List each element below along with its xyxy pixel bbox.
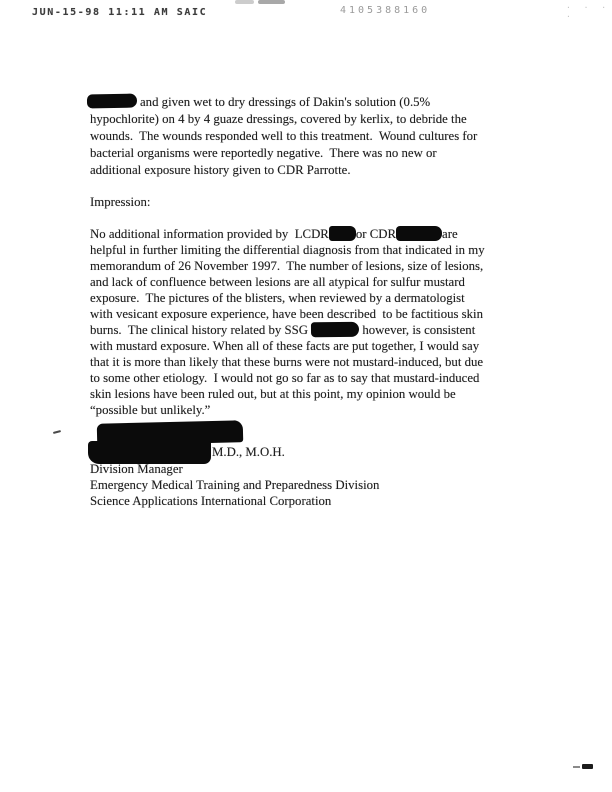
text-line <box>90 94 550 111</box>
body-paragraph-2 <box>90 226 550 418</box>
fax-header-timestamp: JUN-15-98 11:11 AM SAIC <box>32 7 208 18</box>
text-segment: and given wet to dry dressings of Dakin's solution (0.5% <box>140 95 431 109</box>
scan-smudge <box>573 766 580 768</box>
signature-credentials: M.D., M.O.H. <box>212 445 285 459</box>
scan-smudge <box>235 0 254 4</box>
text-line: hypochlorite) on 4 by 4 guaze dressings, covered by kerlix, to debride the <box>90 112 467 126</box>
text-segment: No additional information provided by LCDR <box>90 227 329 241</box>
text-line: additional exposure history given to CDR Parrotte. <box>90 163 351 177</box>
scan-smudge <box>258 0 285 4</box>
text-segment: burns. The clinical history related by SSG <box>90 323 312 337</box>
text-line: “possible but unlikely.” <box>90 403 211 417</box>
text-line: wounds. The wounds responded well to this treatment. Wound cultures for <box>90 129 478 143</box>
text-line: helpful in further limiting the differential diagnosis from that indicated in my <box>90 243 485 257</box>
text-line: that it is more than likely that these burns were not mustard-induced, but due <box>90 355 484 369</box>
text-line: memorandum of 26 November 1997. The number of lesions, size of lesions, <box>90 259 484 273</box>
pen-dash-mark <box>53 430 61 434</box>
text-line <box>90 226 550 242</box>
text-line: exposure. The pictures of the blisters, when reviewed by a dermatologist <box>90 291 465 305</box>
fax-corner-marks: · · · · <box>566 3 611 21</box>
redaction-box <box>396 226 442 241</box>
text-line <box>90 322 550 338</box>
body-paragraph-1 <box>90 94 550 179</box>
text-line: skin lesions have been ruled out, but at this point, my opinion would be <box>90 387 456 401</box>
signature-title: Division Manager <box>90 462 183 476</box>
fax-header-number: 4105388160 <box>340 5 431 16</box>
scan-mark-bottom-right <box>582 764 593 769</box>
text-line: to some other etiology. I would not go so far as to say that mustard-induced <box>90 371 480 385</box>
impression-heading: Impression: <box>90 195 151 209</box>
text-line: bacterial organisms were reportedly negative. There was no new or <box>90 146 437 160</box>
redaction-box <box>311 322 359 338</box>
text-segment: however, is consistent <box>359 323 476 337</box>
text-segment: or CDR <box>355 227 397 241</box>
text-line: with mustard exposure. When all of these facts are put together, I would say <box>90 339 480 353</box>
signature-company: Science Applications International Corporation <box>90 494 332 508</box>
text-line: with vesicant exposure experience, have been described to be factitious skin <box>90 307 484 321</box>
text-segment: are <box>442 227 458 241</box>
text-line: and lack of confluence between lesions are all atypical for sulfur mustard <box>90 275 465 289</box>
signature-division: Emergency Medical Training and Preparedness Division <box>90 478 380 492</box>
redaction-box <box>87 94 137 109</box>
signature-block <box>90 461 550 509</box>
redaction-box <box>329 226 356 241</box>
